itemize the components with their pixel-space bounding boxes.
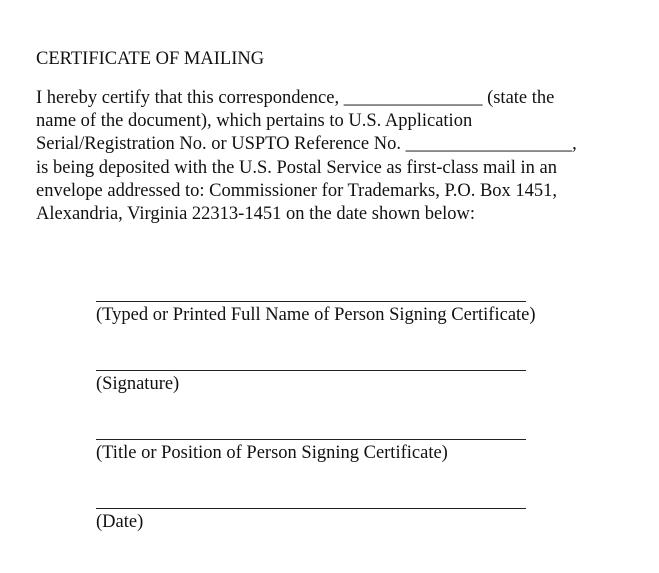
date-line[interactable] <box>96 508 526 509</box>
signature-line[interactable] <box>96 370 526 371</box>
printed-name-field <box>96 301 536 326</box>
certification-paragraph <box>36 87 636 226</box>
printed-name-label: (Typed or Printed Full Name of Person Signing Certificate) <box>96 305 536 325</box>
signature-label: (Signature) <box>96 374 180 394</box>
paragraph-line: envelope addressed to: Commissioner for Trademarks, P.O. Box 1451, <box>36 180 558 201</box>
paragraph-line: I hereby certify that this correspondence, _______________ (state the <box>36 88 555 108</box>
title-position-line[interactable] <box>96 439 526 440</box>
paragraph-line: Alexandria, Virginia 22313-1451 on the date shown below: <box>36 204 476 225</box>
title-position-label: (Title or Position of Person Signing Certificate) <box>96 443 448 463</box>
page-title: CERTIFICATE OF MAILING <box>36 49 265 69</box>
paragraph-line: is being deposited with the U.S. Postal Service as first-class mail in an <box>36 157 557 178</box>
date-field <box>96 508 536 533</box>
title-position-field <box>96 439 536 464</box>
printed-name-line[interactable] <box>96 301 526 302</box>
signature-field <box>96 370 536 395</box>
paragraph-line: Serial/Registration No. or USPTO Reference No. __________________, <box>36 134 577 155</box>
date-label: (Date) <box>96 512 144 532</box>
paragraph-line: name of the document), which pertains to U.S. Application <box>36 111 473 132</box>
